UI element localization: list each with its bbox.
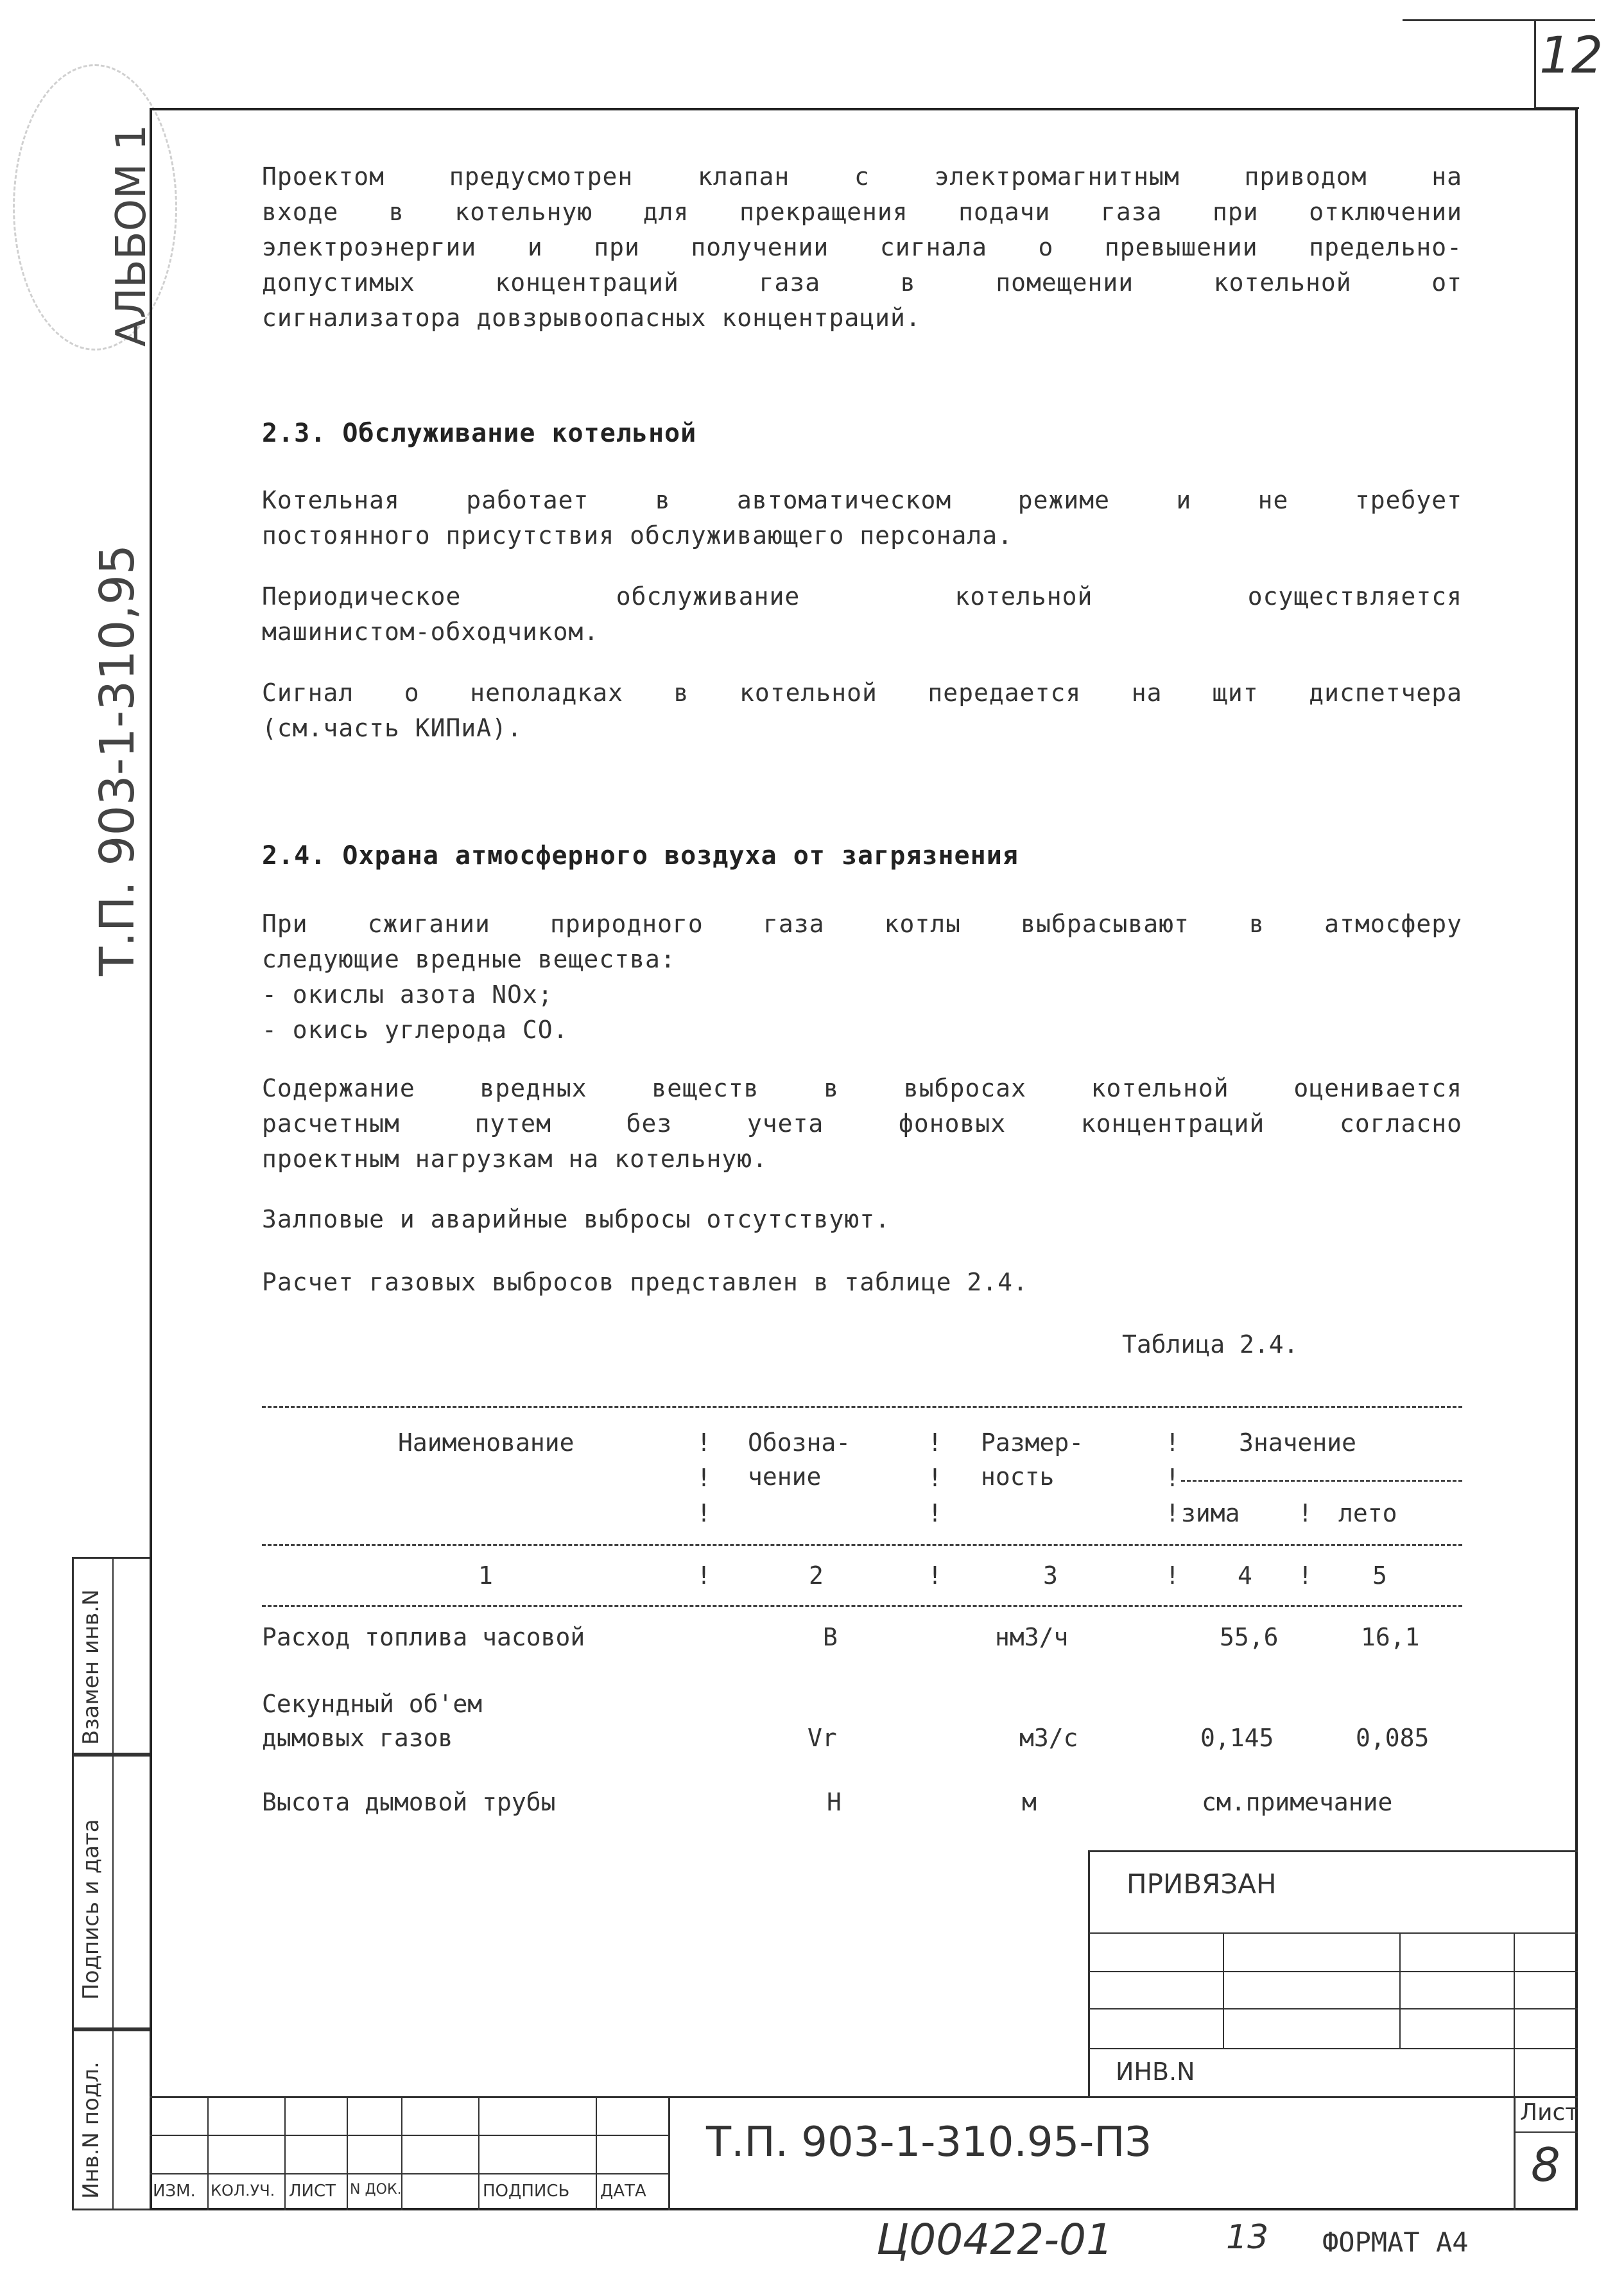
col-separator: !	[928, 1561, 942, 1590]
side-label-podpis: Подпись и дата	[78, 1819, 104, 2000]
sheet-number: 12	[1539, 27, 1603, 85]
grid-rule	[1399, 1932, 1401, 2048]
col-separator: !	[696, 1428, 711, 1457]
col-separator: !	[928, 1428, 942, 1457]
text-line: Содержание вредных веществ в выбросах котельной оценивается	[262, 1074, 1462, 1102]
grid-rule	[1514, 1932, 1515, 2097]
col-separator: !	[1298, 1561, 1313, 1590]
privyazan-label: ПРИВЯЗАН	[1127, 1868, 1277, 1900]
document-code: Т.П. 903-1-310.95-ПЗ	[706, 2119, 1152, 2166]
col-separator: !	[696, 1561, 711, 1590]
table-row-unit: м3/с	[1019, 1724, 1078, 1752]
title-col-data: ДАТА	[600, 2182, 646, 2201]
text-line: - окислы азота NOx;	[262, 980, 553, 1009]
list-label: Лист	[1520, 2099, 1579, 2126]
text-line: При сжигании природного газа котлы выбрасывают в атмосферу	[262, 910, 1462, 938]
table-row-name-l2: дымовых газов	[262, 1724, 453, 1752]
grid-rule	[1223, 1932, 1224, 2048]
grid-rule	[1088, 1932, 1578, 1934]
col-separator: !	[928, 1464, 942, 1492]
table-row-name: Секундный об'ем	[262, 1690, 483, 1718]
intro-paragraph	[262, 159, 1462, 336]
table-row-value-merged: см.примечание	[1202, 1788, 1393, 1816]
grid-rule	[150, 2135, 668, 2136]
section-heading-2-4: 2.4. Охрана атмосферного воздуха от загрязнения	[262, 841, 1019, 871]
col-separator: !	[696, 1464, 711, 1492]
grid-rule	[1514, 2096, 1516, 2210]
title-col-kol: КОЛ.УЧ.	[211, 2182, 275, 2200]
table-row-summer: 0,085	[1356, 1724, 1430, 1752]
text-line: Сигнал о неполадках в котельной передается на щит диспетчера	[262, 679, 1462, 707]
text-line: машинистом-обходчиком.	[262, 618, 600, 646]
paragraph	[262, 483, 1462, 553]
table-row-symbol: Vr	[808, 1724, 837, 1752]
col-header-symbol-l2: чение	[748, 1462, 822, 1491]
table-row-name: Расход топлива часовой	[262, 1623, 585, 1651]
grid-rule	[596, 2096, 597, 2210]
grid-rule	[1088, 1850, 1578, 1852]
title-col-podpis: ПОДПИСЬ	[483, 2182, 570, 2201]
text-line: следующие вредные вещества:	[262, 945, 676, 973]
text-line: Залповые и аварийные выбросы отсутствуют.	[262, 1205, 890, 1233]
grid-rule	[1088, 2008, 1578, 2009]
col-separator: !	[696, 1499, 711, 1527]
col-number: 3	[1043, 1561, 1058, 1590]
series-code-vertical: Т.П. 903-1-310,95	[90, 544, 145, 976]
text-line: сигнализатора довзрывоопасных концентраций.	[262, 304, 921, 332]
text-line: электроэнергии и при получении сигнала о превышении предельно-	[262, 233, 1462, 261]
grid-rule	[284, 2096, 286, 2210]
table-rule-top	[262, 1406, 1462, 1408]
grid-rule	[1088, 2048, 1578, 2049]
sub-header-winter: зима	[1181, 1499, 1240, 1527]
col-header-unit-l2: ность	[981, 1462, 1055, 1491]
table-row-summer: 16,1	[1361, 1623, 1420, 1651]
side-label-inv: Инв.N подл.	[78, 2061, 104, 2199]
text-line: Периодическое обслуживание котельной осуществляется	[262, 582, 1462, 611]
grid-rule	[1514, 2131, 1578, 2133]
col-header-symbol: Обозна-	[748, 1428, 851, 1457]
title-col-list: ЛИСТ	[289, 2182, 336, 2201]
paragraph	[262, 579, 1462, 650]
side-label-vzam: Взамен инв.N	[78, 1589, 104, 1745]
table-row-symbol: B	[823, 1623, 838, 1651]
col-separator: !	[1165, 1561, 1180, 1590]
text-line: Расчет газовых выбросов представлен в таблице 2.4.	[262, 1268, 1028, 1296]
paragraph	[262, 675, 1462, 746]
col-header-value: Значение	[1239, 1428, 1357, 1457]
table-row-unit: м	[1022, 1788, 1037, 1816]
grid-rule	[1088, 1850, 1090, 2097]
handwritten-page: 13	[1226, 2218, 1269, 2257]
text-line: Проектом предусмотрен клапан с электромагнитным приводом на	[262, 162, 1462, 191]
album-label: АЛЬБОМ 1	[108, 124, 155, 347]
grid-rule	[150, 2096, 1578, 2098]
sub-header-summer: лето	[1338, 1499, 1397, 1527]
format-label: ФОРМАТ A4	[1322, 2226, 1469, 2258]
text-line: (см.часть КИПиА).	[262, 714, 523, 742]
handwritten-code: Ц00422-01	[876, 2215, 1113, 2264]
col-separator: !	[1165, 1428, 1180, 1457]
grid-rule	[478, 2096, 479, 2210]
table-caption: Таблица 2.4.	[1122, 1330, 1299, 1358]
col-header-name: Наименование	[398, 1428, 574, 1457]
grid-rule	[1088, 1971, 1578, 1972]
grid-rule	[207, 2096, 209, 2210]
title-col-ndok: N ДОК.	[350, 2182, 402, 2198]
paragraph	[262, 1265, 1462, 1300]
text-line: - окись углерода CO.	[262, 1016, 569, 1044]
inv-n-label: ИНВ.N	[1116, 2058, 1195, 2086]
list-number: 8	[1531, 2138, 1560, 2192]
col-number: 5	[1372, 1561, 1387, 1590]
text-line: постоянного присутствия обслуживающего персонала.	[262, 521, 1014, 550]
col-separator: !	[1298, 1499, 1313, 1527]
paragraph	[262, 907, 1462, 1048]
text-line: расчетным путем без учета фоновых концентраций согласно	[262, 1109, 1462, 1138]
value-subheader-rule	[1181, 1480, 1462, 1482]
text-line: входе в котельную для прекращения подачи газа при отключении	[262, 198, 1462, 226]
section-heading-2-3: 2.3. Обслуживание котельной	[262, 419, 697, 448]
text-line: допустимых концентраций газа в помещении котельной от	[262, 268, 1462, 297]
text-line: проектным нагрузкам на котельную.	[262, 1145, 768, 1173]
col-number: 1	[478, 1561, 493, 1590]
text-line: Котельная работает в автоматическом режиме и не требует	[262, 486, 1462, 514]
table-rule-header	[262, 1544, 1462, 1546]
grid-rule	[150, 2173, 668, 2174]
grid-rule	[668, 2096, 670, 2210]
paragraph	[262, 1202, 1462, 1237]
title-col-izm: ИЗМ.	[153, 2182, 196, 2201]
table-row-name: Высота дымовой трубы	[262, 1788, 556, 1816]
table-row-winter: 0,145	[1200, 1724, 1274, 1752]
col-separator: !	[928, 1499, 942, 1527]
paragraph	[262, 1071, 1462, 1177]
grid-rule	[347, 2096, 348, 2210]
col-header-unit: Размер-	[981, 1428, 1084, 1457]
col-separator: !	[1165, 1464, 1180, 1492]
side-divider	[112, 1557, 114, 2210]
col-separator: !	[1165, 1499, 1180, 1527]
col-number: 4	[1238, 1561, 1252, 1590]
col-number: 2	[809, 1561, 824, 1590]
table-row-winter: 55,6	[1220, 1623, 1279, 1651]
table-row-unit: нм3/ч	[995, 1623, 1069, 1651]
table-rule-numbers	[262, 1605, 1462, 1607]
table-row-symbol: H	[827, 1788, 842, 1816]
